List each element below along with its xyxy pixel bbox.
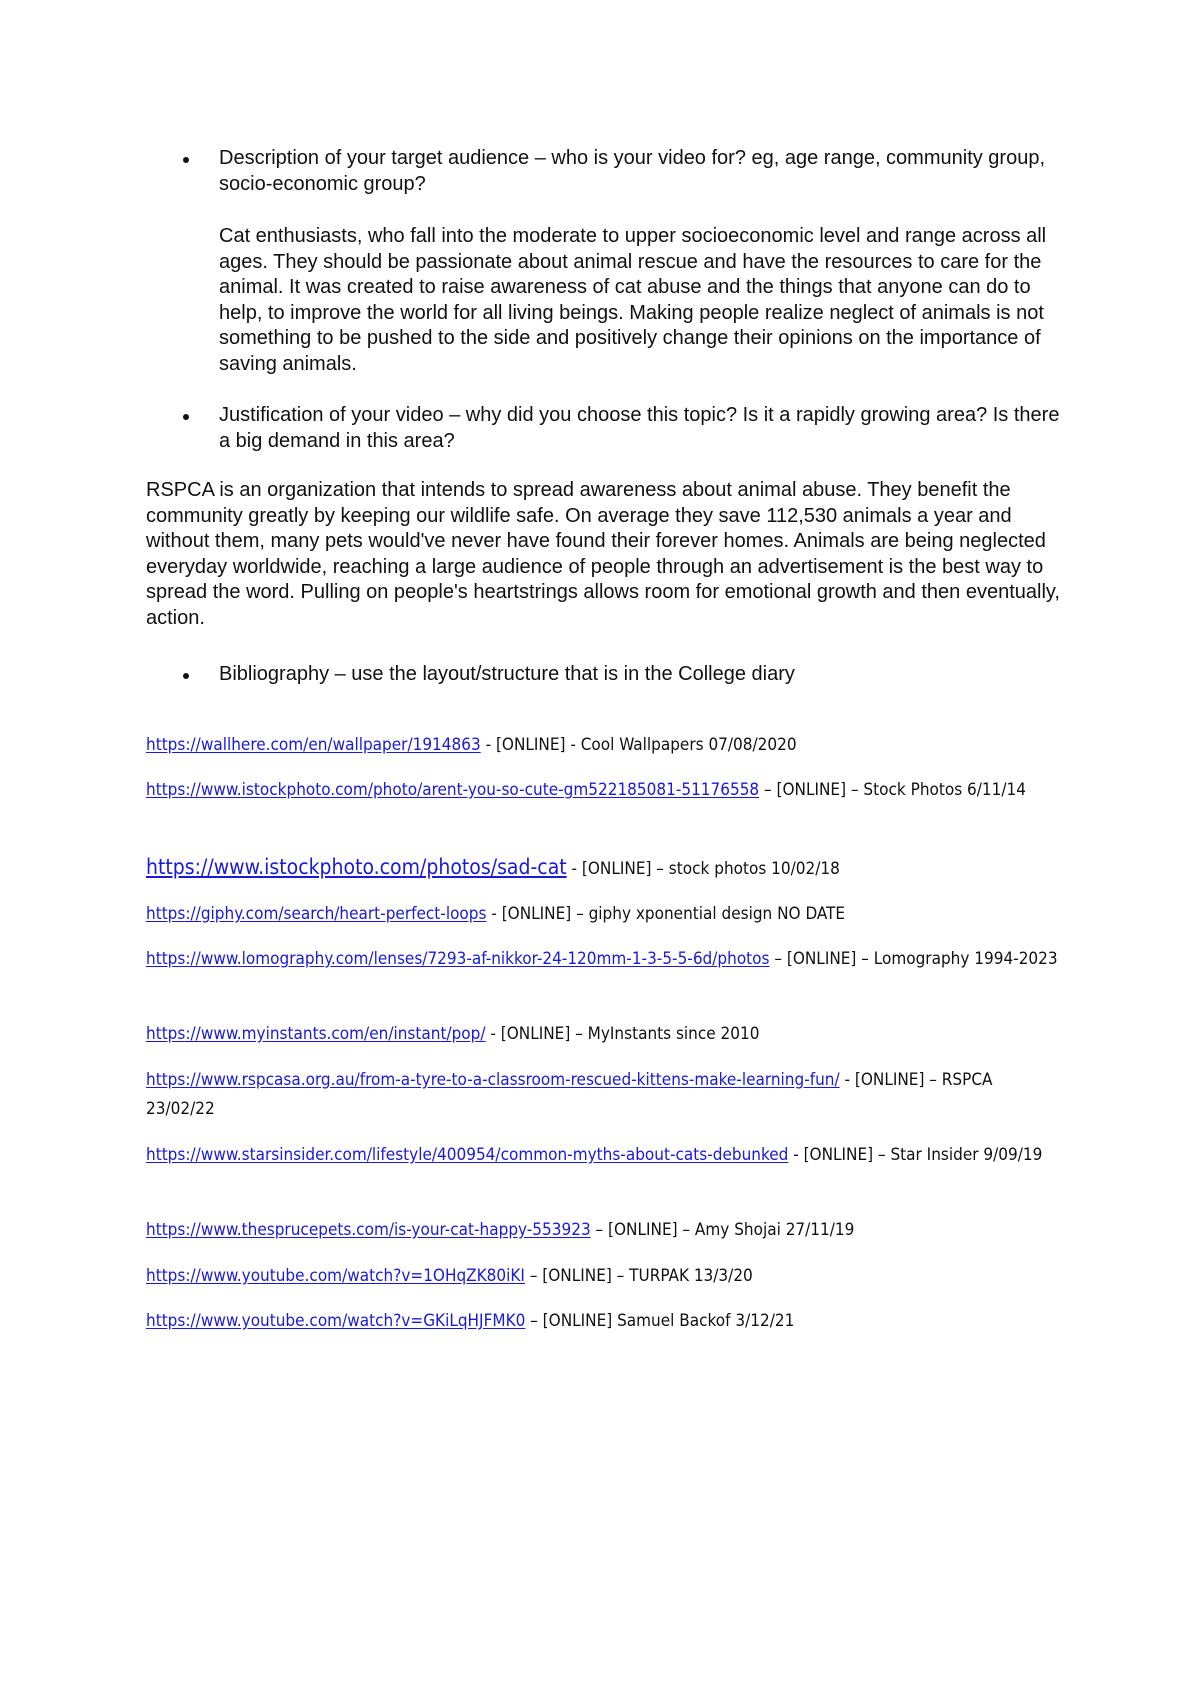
reference-details: - [ONLINE] – RSPCA 23/02/22 — [146, 1070, 993, 1119]
reference-item — [146, 1020, 1066, 1049]
bullet-text: Justification of your video – why did you choose this topic? Is it a rapidly growing area? Is there a big demand in this area? — [219, 404, 1060, 452]
reference-item — [146, 1216, 1066, 1245]
reference-item — [146, 945, 1066, 974]
bullet-target-audience — [183, 146, 1063, 198]
reference-link[interactable]: https://www.youtube.com/watch?v=GKiLqHJFMK0 — [146, 1311, 526, 1331]
bullet-text: Description of your target audience – who is your video for? eg, age range, community group, socio-economic group? — [219, 147, 1046, 195]
reference-link[interactable]: https://www.myinstants.com/en/instant/pop/ — [146, 1024, 486, 1044]
reference-link[interactable]: https://giphy.com/search/heart-perfect-loops — [146, 904, 487, 924]
bullet-text: Bibliography – use the layout/structure that is in the College diary — [219, 663, 795, 685]
reference-link[interactable]: https://www.thesprucepets.com/is-your-cat-happy-553923 — [146, 1220, 591, 1240]
reference-details: – [ONLINE] – TURPAK 13/3/20 — [524, 1266, 753, 1286]
reference-link[interactable]: https://www.rspcasa.org.au/from-a-tyre-to-a-classroom-rescued-kittens-make-learning-fun/ — [146, 1070, 840, 1090]
reference-item — [146, 1141, 1066, 1170]
reference-item — [146, 1307, 1066, 1336]
justification-answer-paragraph: RSPCA is an organization that intends to spread awareness about animal abuse. They benefit the community greatly by keeping our wildlife safe. On average they save 112,530 animals a year and without them, many pets would've never have found their forever homes. Animals are being neglected everyday worldwide, reaching a large audience of people through an advertisement is the best way to spread the word. Pulling on people's heartstrings allows room for emotional growth and then eventually, action. — [146, 479, 1060, 629]
reference-item — [146, 776, 1066, 805]
reference-details: - [ONLINE] – Star Insider 9/09/19 — [788, 1145, 1043, 1165]
audience-answer-paragraph: Cat enthusiasts, who fall into the moderate to upper socioeconomic level and range across all ages. They should be passionate about animal rescue and have the resources to care for the animal. It was created to raise awareness of cat abuse and the things that anyone can do to help, to improve the world for all living beings. Making people realize neglect of animals is not something to be pushed to the side and positively change their opinions on the importance of saving animals. — [219, 225, 1047, 375]
bullet-dot-icon — [183, 673, 189, 679]
reference-link[interactable]: https://www.istockphoto.com/photo/arent-you-so-cute-gm522185081-51176558 — [146, 780, 760, 800]
reference-link[interactable]: https://www.starsinsider.com/lifestyle/400954/common-myths-about-cats-debunked — [146, 1145, 789, 1165]
reference-item — [146, 1066, 1066, 1124]
reference-link[interactable]: https://wallhere.com/en/wallpaper/1914863 — [146, 735, 481, 755]
reference-details: – [ONLINE] – Lomography 1994-2023 — [769, 949, 1058, 969]
bullet-dot-icon — [183, 414, 189, 420]
reference-details: - [ONLINE] – MyInstants since 2010 — [485, 1024, 760, 1044]
reference-details: – [ONLINE] Samuel Backof 3/12/21 — [525, 1311, 795, 1331]
reference-details: – [ONLINE] – Amy Shojai 27/11/19 — [590, 1220, 855, 1240]
reference-details: – [ONLINE] – Stock Photos 6/11/14 — [759, 780, 1027, 800]
reference-item — [146, 1262, 1066, 1291]
reference-link[interactable]: https://www.lomography.com/lenses/7293-af-nikkor-24-120mm-1-3-5-5-6d/photos — [146, 949, 770, 969]
reference-item — [146, 731, 1066, 760]
bullet-bibliography — [183, 662, 1063, 688]
bullet-justification — [183, 403, 1063, 455]
reference-details: - [ONLINE] - Cool Wallpapers 07/08/2020 — [480, 735, 797, 755]
reference-details: - [ONLINE] – stock photos 10/02/18 — [566, 859, 840, 879]
reference-details: - [ONLINE] – giphy xponential design NO DATE — [486, 904, 846, 924]
reference-item — [146, 853, 1066, 884]
reference-item — [146, 900, 1066, 929]
reference-link[interactable]: https://www.youtube.com/watch?v=1OHqZK80iKI — [146, 1266, 525, 1286]
reference-link[interactable]: https://www.istockphoto.com/photos/sad-cat — [146, 855, 567, 879]
bullet-dot-icon — [183, 157, 189, 163]
